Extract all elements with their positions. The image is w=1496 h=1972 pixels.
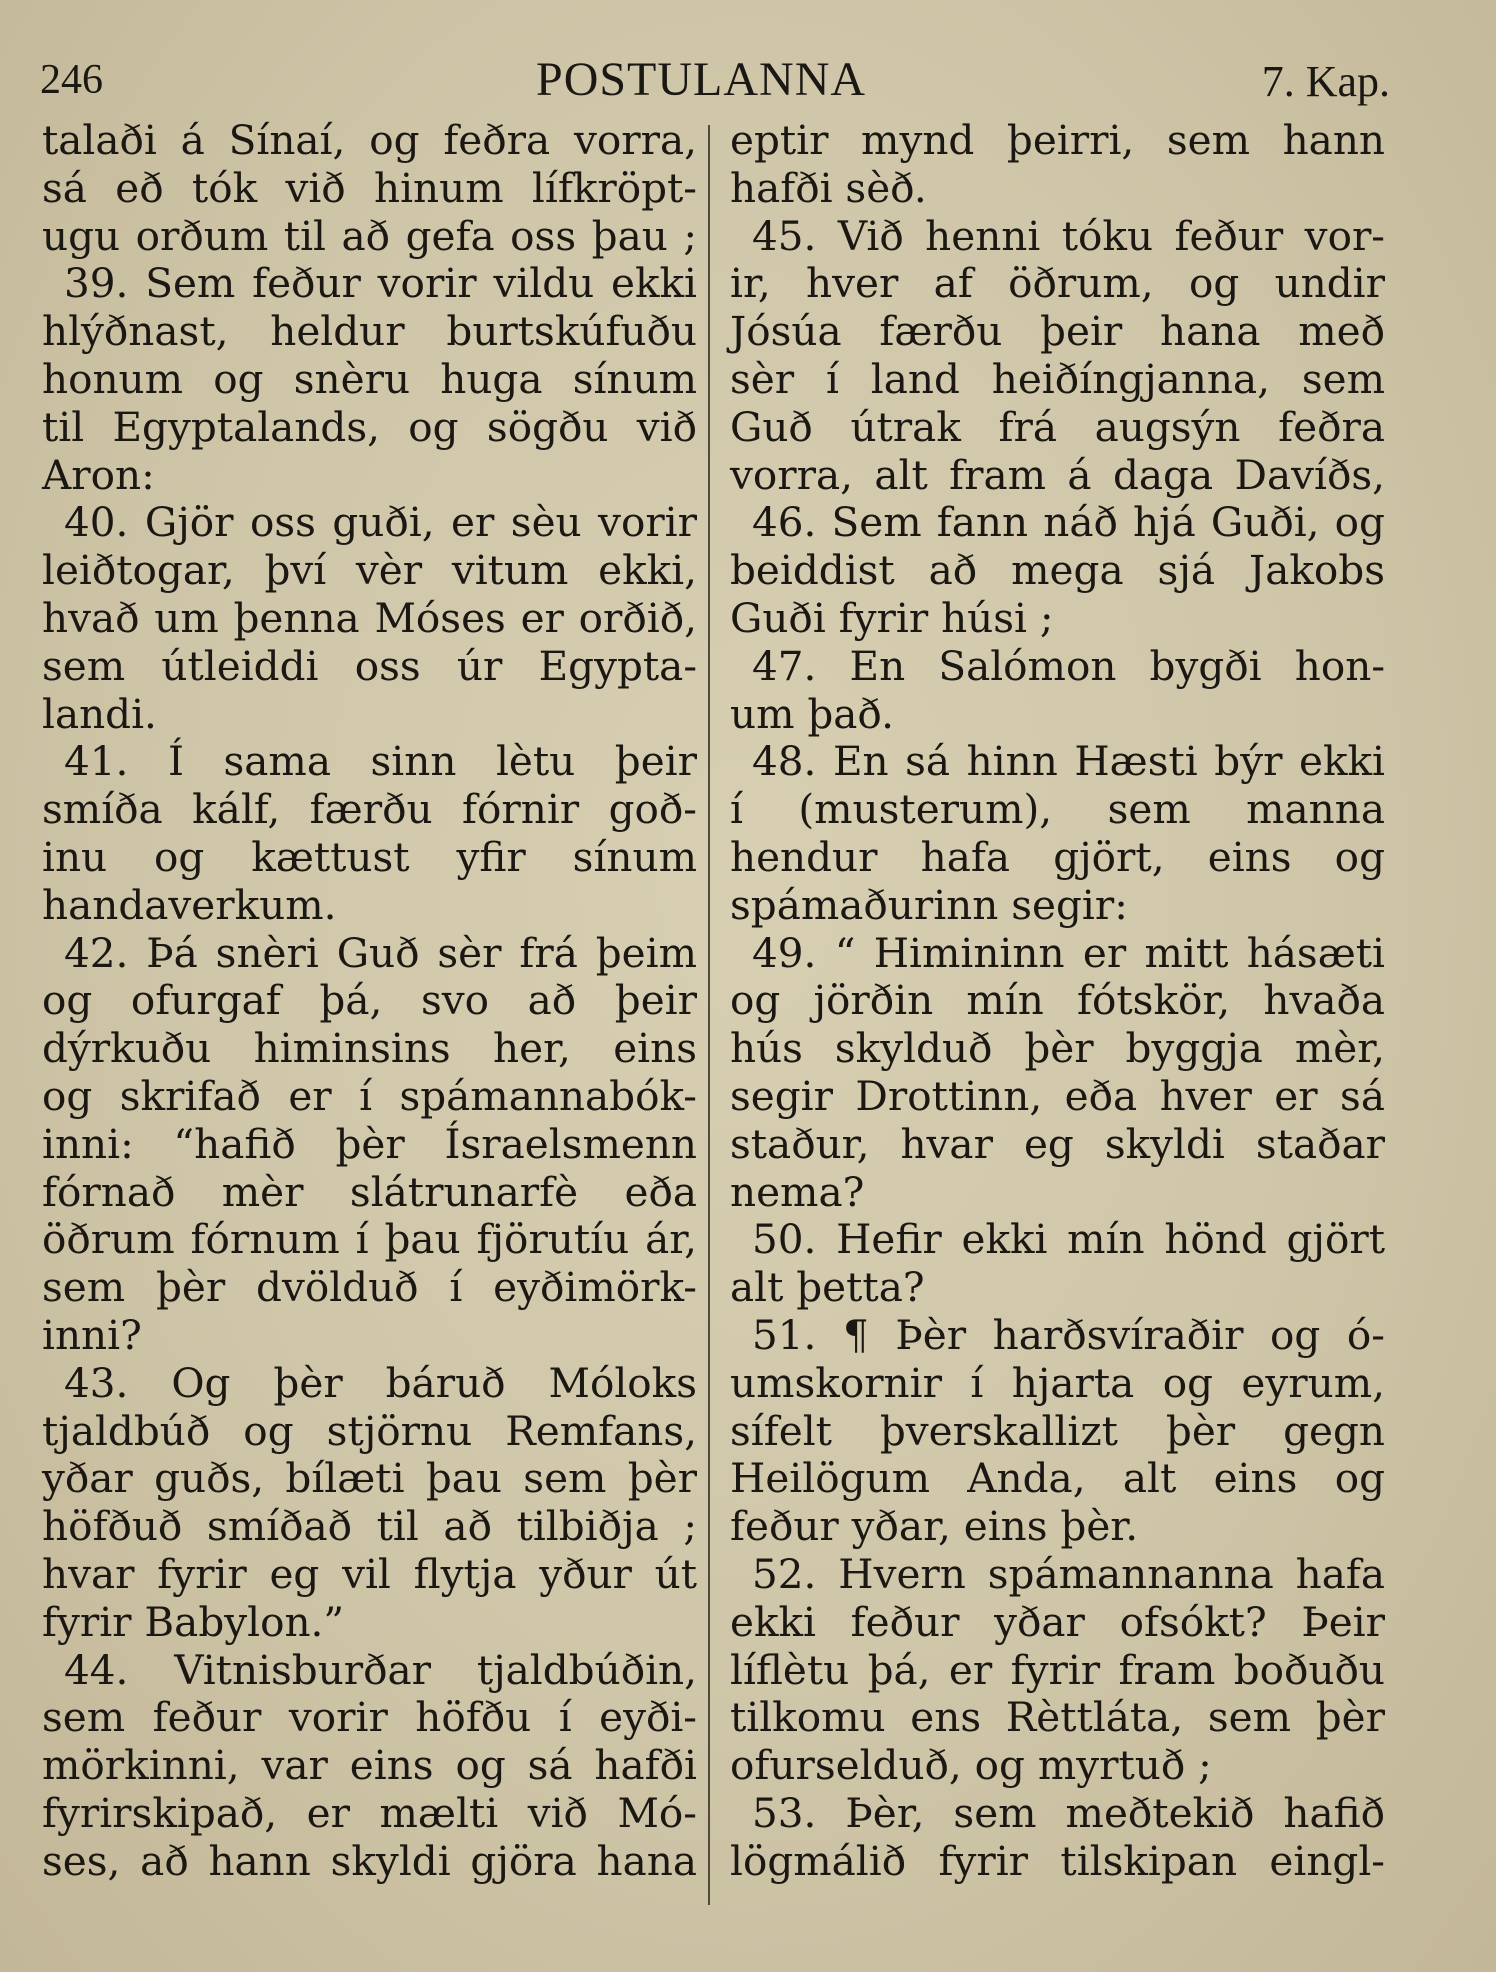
text-line: feður yðar, eins þèr.	[730, 1502, 1139, 1551]
text-line: hlýðnast, heldur burtskúfuðu	[42, 307, 697, 356]
text-line: 52. Hvern spámannanna hafa	[752, 1549, 1385, 1598]
text-line: ofurselduð, og myrtuð ;	[730, 1741, 1212, 1790]
text-line: sem feður vorir höfðu í eyði-	[42, 1693, 697, 1742]
text-line: líflètu þá, er fyrir fram boðuðu	[730, 1645, 1385, 1694]
text-line: 40. Gjör oss guði, er sèu vorir	[64, 498, 697, 547]
text-line: Heilögum Anda, alt eins og	[730, 1454, 1385, 1503]
text-line: honum og snèru huga sínum	[42, 354, 697, 403]
text-line: landi.	[42, 689, 157, 738]
text-line: 48. En sá hinn Hæsti býr ekki	[752, 737, 1385, 786]
text-line: sem þèr dvölduð í eyðimörk-	[42, 1263, 697, 1312]
text-line: 46. Sem fann náð hjá Guði, og	[752, 498, 1385, 547]
page-number: 246	[40, 57, 103, 103]
text-line: til Egyptalands, og sögðu við	[42, 402, 697, 451]
text-line: hvar fyrir eg vil flytja yður út	[42, 1549, 697, 1598]
text-line: alt þetta?	[730, 1263, 925, 1312]
text-line: umskornir í hjarta og eyrum,	[730, 1358, 1385, 1407]
text-line: Jósúa færðu þeir hana með	[730, 307, 1385, 356]
text-line: fyrirskipað, er mælti við Mó-	[42, 1788, 697, 1837]
text-line: 51. ¶ Þèr harðsvíraðir og ó-	[752, 1310, 1385, 1359]
text-line: Aron:	[42, 450, 155, 499]
text-line: lögmálið fyrir tilskipan eingl-	[730, 1836, 1385, 1885]
text-line: staður, hvar eg skyldi staðar	[730, 1119, 1385, 1168]
text-line: tilkomu ens Rèttláta, sem þèr	[730, 1693, 1385, 1742]
text-line: vorra, alt fram á daga Davíðs,	[730, 450, 1385, 499]
text-line: fórnað mèr slátrunarfè eða	[42, 1167, 697, 1216]
text-line: hafði sèð.	[730, 163, 927, 212]
text-line: mörkinni, var eins og sá hafði	[42, 1741, 697, 1790]
text-line: Guð útrak frá augsýn feðra	[730, 402, 1385, 451]
text-line: 41. Í sama sinn lètu þeir	[64, 737, 697, 786]
text-line: hendur hafa gjört, eins og	[730, 832, 1385, 881]
text-line: höfðuð smíðað til að tilbiðja ;	[42, 1502, 697, 1551]
text-line: inni: “hafið þèr Ísraelsmenn	[42, 1119, 697, 1168]
text-line: 50. Hefir ekki mín hönd gjört	[752, 1215, 1385, 1264]
text-line: sífelt þverskallizt þèr gegn	[730, 1406, 1385, 1455]
text-line: tjaldbúð og stjörnu Remfans,	[42, 1406, 697, 1455]
text-line: 47. En Salómon bygði hon-	[752, 641, 1385, 690]
text-line: ugu orðum til að gefa oss þau ;	[42, 211, 697, 260]
text-line: spámaðurinn segir:	[730, 880, 1128, 929]
text-line: 45. Við henni tóku feður vor-	[752, 211, 1385, 260]
text-line: 53. Þèr, sem meðtekið hafið	[752, 1788, 1385, 1837]
text-line: Guði fyrir húsi ;	[730, 593, 1054, 642]
text-line: talaði á Sínaí, og feðra vorra,	[42, 116, 697, 164]
right-column	[730, 117, 1385, 1885]
text-line: 43. Og þèr báruð Móloks	[64, 1358, 697, 1407]
text-line: sèr í land heiðíngjanna, sem	[730, 354, 1385, 403]
running-header	[40, 48, 1390, 112]
text-line: handaverkum.	[42, 880, 337, 929]
chapter-label: 7. Kap.	[1261, 57, 1390, 106]
text-line: eptir mynd þeirri, sem hann	[730, 116, 1385, 164]
text-line: dýrkuðu himinsins her, eins	[42, 1024, 697, 1073]
text-line: öðrum fórnum í þau fjörutíu ár,	[42, 1215, 697, 1264]
text-line: sem útleiddi oss úr Egypta-	[42, 641, 697, 690]
text-line: í (musterum), sem manna	[730, 785, 1385, 834]
text-line: ses, að hann skyldi gjöra hana	[42, 1836, 697, 1885]
text-line: 42. Þá snèri Guð sèr frá þeim	[64, 928, 697, 977]
text-line: beiddist að mega sjá Jakobs	[730, 546, 1385, 595]
text-line: 39. Sem feður vorir vildu ekki	[64, 259, 697, 308]
text-line: 49. “ Himininn er mitt hásæti	[752, 928, 1385, 977]
text-line: sá eð tók við hinum lífkröpt-	[42, 163, 697, 212]
text-line: og skrifað er í spámannabók-	[42, 1071, 697, 1120]
text-line: ir, hver af öðrum, og undir	[730, 259, 1385, 308]
text-line: segir Drottinn, eða hver er sá	[730, 1071, 1385, 1120]
text-line: fyrir Babylon.”	[42, 1597, 345, 1646]
text-line: ekki feður yðar ofsókt? Þeir	[730, 1597, 1385, 1646]
text-line: og jörðin mín fótskör, hvaða	[730, 976, 1385, 1025]
text-line: um það.	[730, 689, 894, 738]
text-line: nema?	[730, 1167, 865, 1216]
text-line: yðar guðs, bílæti þau sem þèr	[42, 1454, 697, 1503]
left-column	[42, 117, 697, 1885]
text-line: inni?	[42, 1310, 142, 1359]
column-divider	[708, 125, 710, 1905]
text-line: smíða kálf, færðu fórnir goð-	[42, 785, 697, 834]
text-line: hús skylduð þèr byggja mèr,	[730, 1024, 1385, 1073]
text-line: inu og kættust yfir sínum	[42, 832, 697, 881]
running-title: POSTULANNA	[536, 53, 867, 106]
text-line: 44. Vitnisburðar tjaldbúðin,	[64, 1645, 697, 1694]
text-line: hvað um þenna Móses er orðið,	[42, 593, 697, 642]
text-line: leiðtogar, því vèr vitum ekki,	[42, 546, 697, 595]
text-line: og ofurgaf þá, svo að þeir	[42, 976, 697, 1025]
